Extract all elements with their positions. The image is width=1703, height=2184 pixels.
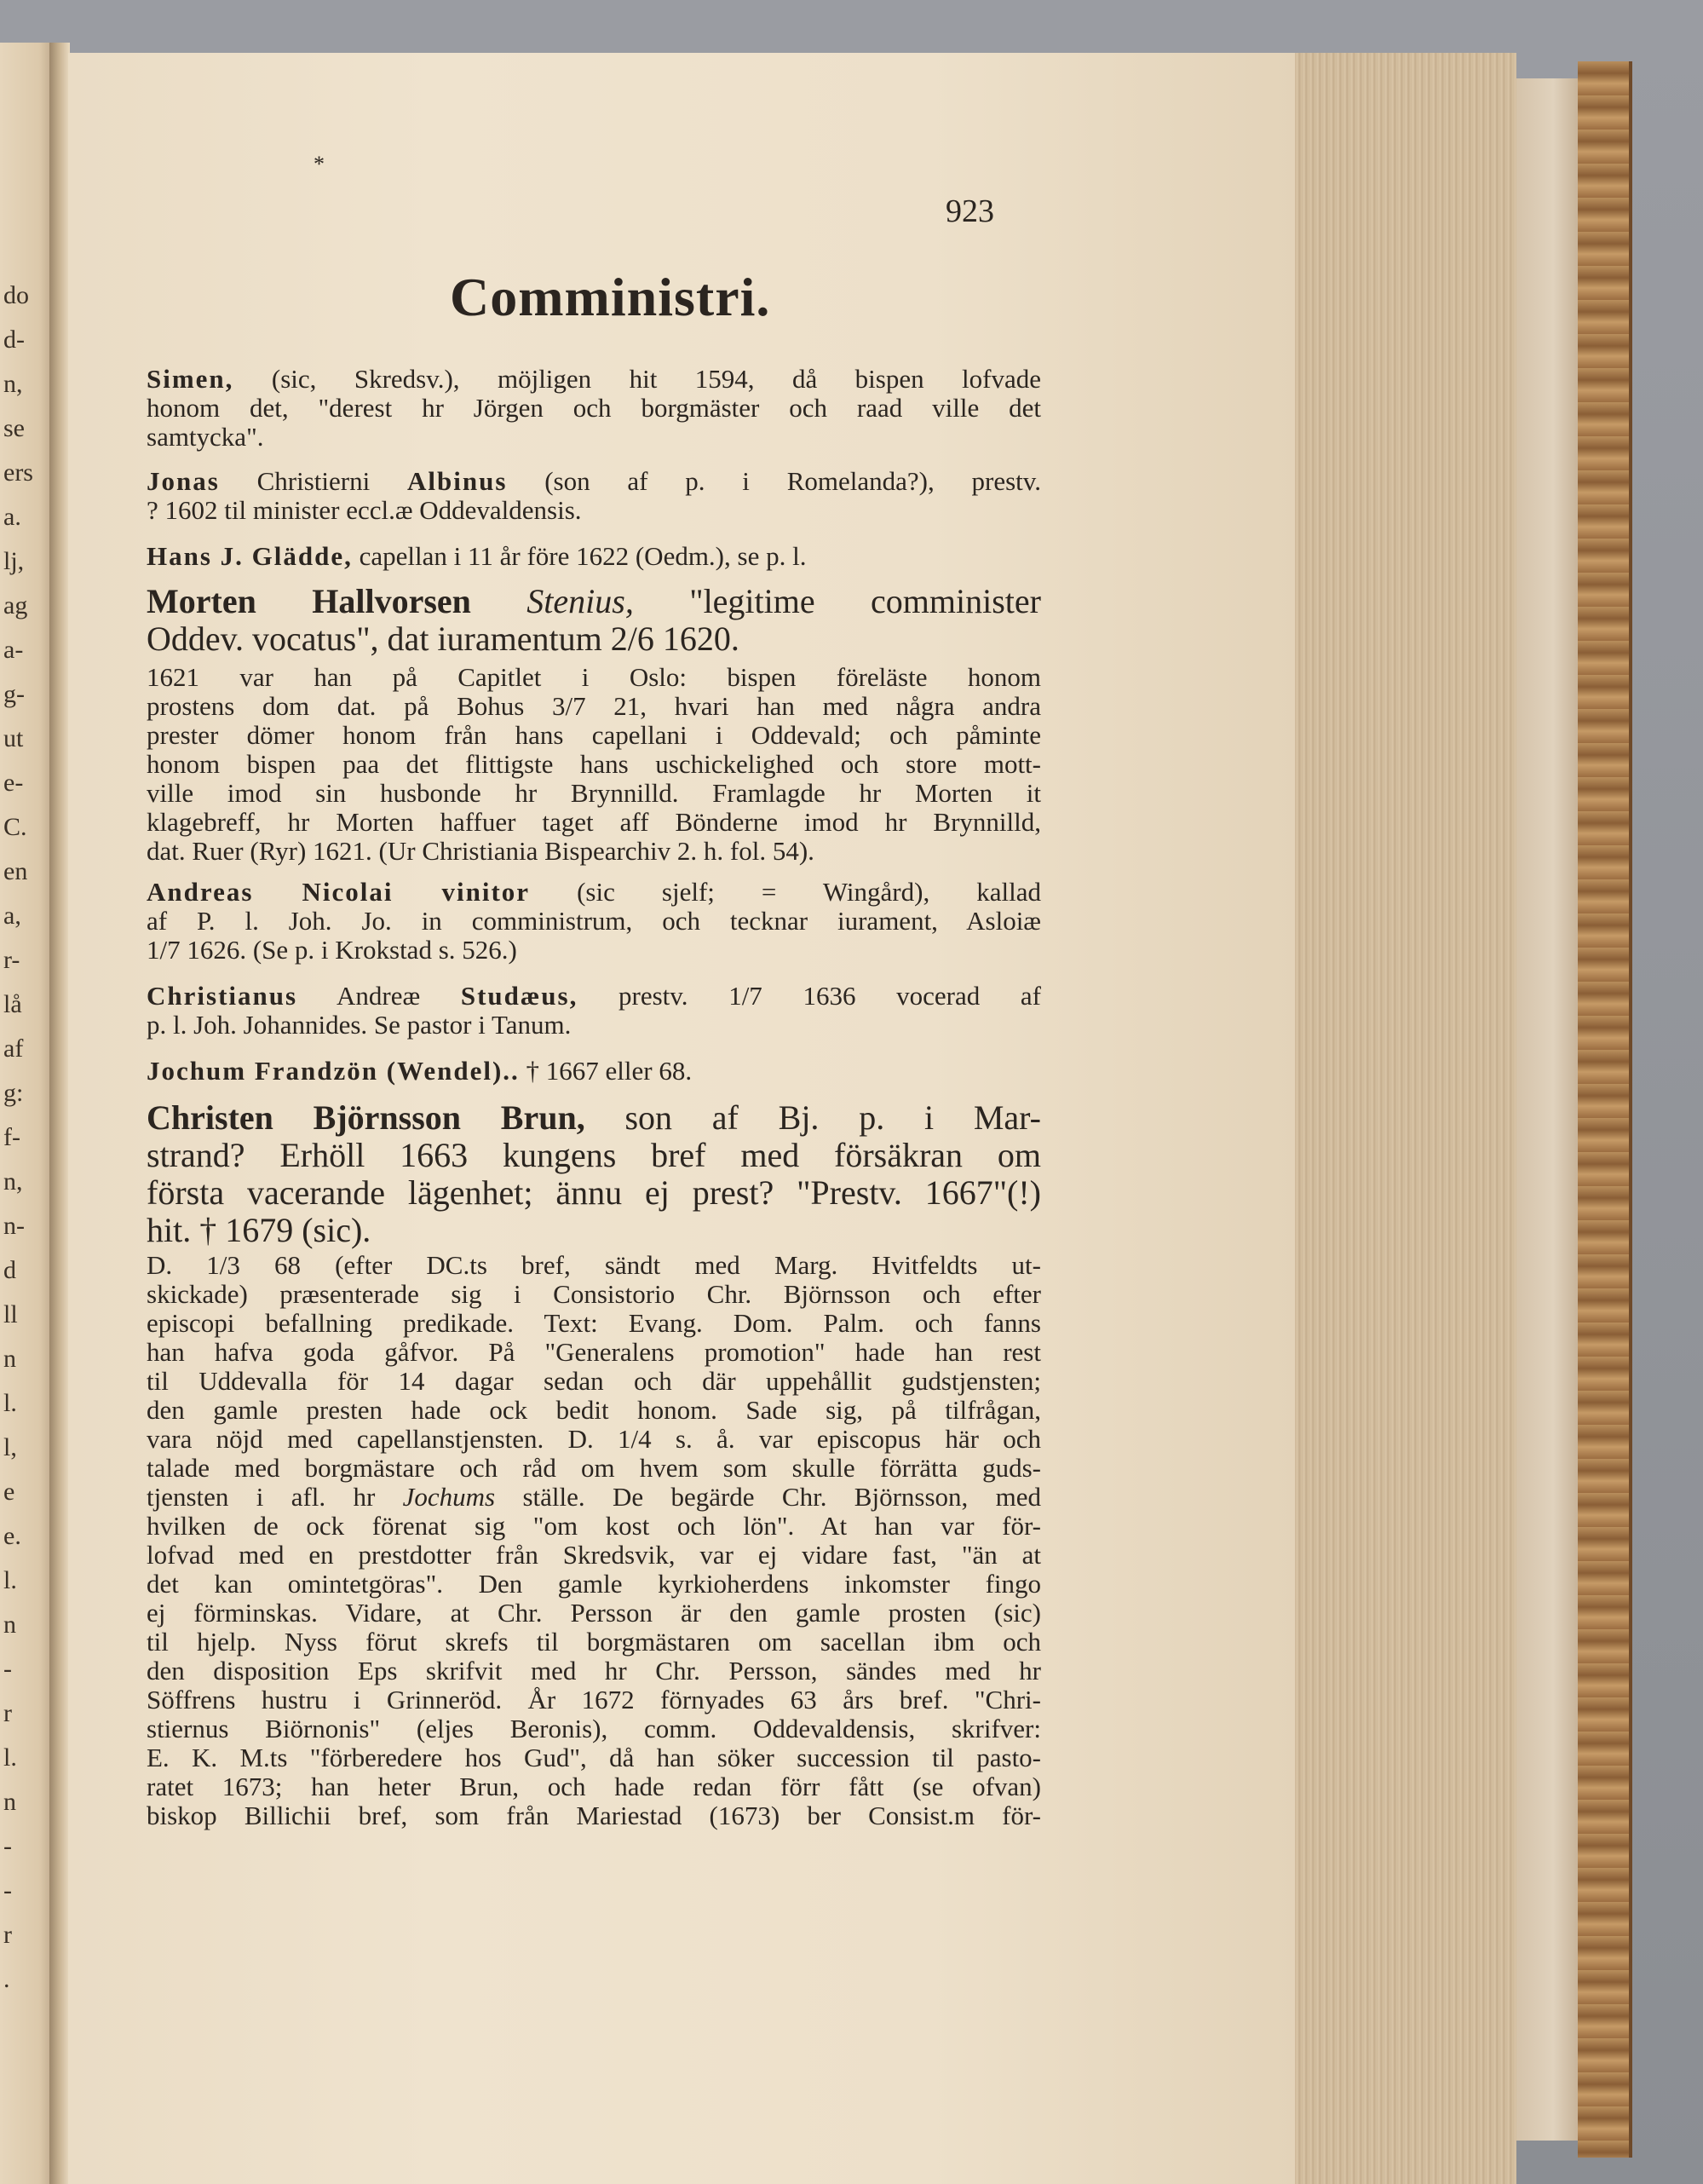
left-margin-fragment: l. (3, 1743, 17, 1772)
left-margin-fragment: se (3, 414, 25, 442)
space (471, 582, 526, 620)
entry-andreas (147, 878, 1041, 965)
entry-text: Andreæ (297, 981, 461, 1011)
page-edges (1295, 53, 1516, 2184)
entry-text: capellan i 11 år före 1622 (Oedm.), se p. l. (352, 541, 807, 571)
left-margin-fragment: ag (3, 591, 28, 619)
entry-text: prester dömer honom från hans capellani i Oddevald; och påminte (147, 720, 1041, 750)
entry-text: första vacerande lägenhet; ännu ej prest? "Prestv. 1667"(!) (147, 1173, 1041, 1212)
left-margin-fragment: r (3, 1699, 12, 1727)
entry-hans (147, 542, 1041, 571)
entry-1621 (147, 663, 1041, 866)
name: Morten Hallvorsen (147, 582, 471, 620)
entry-text: hvilken de ock förenat sig "om kost och lön". At han var för- (147, 1511, 1041, 1541)
entry-text: det kan omintetgöras". Den gamle kyrkioherdens inkomster fingo (147, 1569, 1041, 1599)
left-margin-fragment: a, (3, 902, 21, 930)
entry-text: skickade) præsenterade sig i Consistorio Chr. Björnsson och efter (147, 1279, 1041, 1309)
entry-text: prestv. 1/7 1636 vocerad af (578, 981, 1042, 1011)
name: Simen, (147, 364, 234, 394)
entry-text: Oddev. vocatus", dat iuramentum 2/6 1620. (147, 619, 739, 658)
entry-jochum (147, 1057, 1041, 1086)
page-number: 923 (946, 193, 994, 229)
left-margin-fragment: r (3, 1921, 12, 1949)
entry-text: 1621 var han på Capitlet i Oslo: bispen föreläste honom (147, 662, 1041, 692)
left-margin-fragment: e. (3, 1522, 21, 1550)
left-margin-fragment: l, (3, 1433, 17, 1461)
entry-text: den disposition Eps skrifvit med hr Chr. Persson, sändes med hr (147, 1656, 1041, 1686)
name: Andreas Nicolai vinitor (147, 877, 531, 907)
left-margin-fragment: a- (3, 636, 24, 664)
entry-text: Söffrens hustru i Grinneröd. År 1672 förnyades 63 års bref. "Chri- (147, 1685, 1041, 1714)
entry-christianus (147, 982, 1041, 1040)
left-margin-fragment: lå (3, 990, 22, 1018)
entry-simen (147, 365, 1041, 452)
left-margin-fragment: n- (3, 1212, 25, 1240)
name: Albinus (407, 466, 508, 496)
page-edges-outer (1516, 78, 1578, 2141)
entry-details (147, 1251, 1041, 1830)
entry-text: ej förminskas. Vidare, at Chr. Persson är den gamle prosten (sic) (147, 1598, 1041, 1628)
entry-text: den gamle presten hade ock bedit honom. Sade sig, på tilfrågan, (147, 1395, 1041, 1425)
left-margin-fragment: d (3, 1256, 16, 1284)
entry-text: biskop Billichii bref, som från Mariestad (1673) ber Consist.m för- (147, 1801, 1041, 1830)
left-margin-fragment: - (3, 1876, 12, 1905)
left-margin-fragment: ers (3, 458, 33, 487)
entry-text: episcopi befallning predikade. Text: Evang. Dom. Palm. och fanns (147, 1308, 1041, 1338)
cover-edge-line (1629, 61, 1632, 2158)
left-margin-fragment: a. (3, 503, 21, 531)
name: Jonas (147, 466, 220, 496)
book-gutter (49, 43, 70, 2184)
left-margin-fragment: e (3, 1478, 15, 1506)
entry-jonas (147, 467, 1041, 525)
entry-text: lofvad med en prestdotter från Skredsvik, var ej vidare fast, "än at (147, 1540, 1041, 1570)
entry-text: (son af p. i Romelanda?), prestv. (507, 466, 1041, 496)
page-mark: * (314, 152, 325, 176)
entry-text: honom det, "derest hr Jörgen och borgmäster och raad ville det (147, 393, 1041, 423)
entry-text: klagebreff, hr Morten haffuer taget aff Bönderne imod hr Brynnilld, (147, 807, 1041, 837)
name: Jochum Frandzön (Wendel).. (147, 1056, 520, 1086)
entry-text: ville imod sin husbonde hr Brynnilld. Framlagde hr Morten it (147, 778, 1041, 808)
entry-text: til Uddevalla för 14 dagar sedan och där uppehållit gudstjensten; (147, 1366, 1041, 1396)
entry-text: stiernus Biörnonis" (eljes Beronis), comm. Oddevaldensis, skrifver: (147, 1714, 1041, 1743)
entry-text: ratet 1673; han heter Brun, och hade redan förr fått (se ofvan) (147, 1772, 1041, 1801)
left-margin-fragment: n, (3, 370, 23, 398)
entry-text: ställe. De begärde Chr. Björnsson, med (495, 1482, 1041, 1512)
entry-text: (sic sjelf; = Wingård), kallad (530, 877, 1041, 907)
left-margin-fragment: lj, (3, 547, 25, 575)
left-page-edge (0, 43, 56, 2184)
left-margin-fragment: e- (3, 769, 24, 797)
left-margin-fragment: - (3, 1655, 12, 1683)
name-latin: Stenius, (526, 582, 634, 620)
entry-text: af P. l. Joh. Jo. in comministrum, och tecknar iurament, Asloiæ (147, 906, 1041, 936)
left-margin-fragment: g- (3, 680, 25, 708)
left-margin-fragment: do (3, 281, 29, 309)
left-margin-fragment: en (3, 857, 28, 885)
entry-text: dat. Ruer (Ryr) 1621. (Ur Christiania Bispearchiv 2. h. fol. 54). (147, 836, 814, 866)
entry-text: tjensten i afl. hr (147, 1482, 403, 1512)
left-margin-fragment: . (3, 1965, 10, 1993)
left-margin-fragment: g: (3, 1079, 24, 1107)
entry-text: strand? Erhöll 1663 kungens bref med försäkran om (147, 1136, 1041, 1174)
entry-text: (sic, Skredsv.), möjligen hit 1594, då bispen lofvade (233, 364, 1041, 394)
entry-text: 1/7 1626. (Se p. i Krokstad s. 526.) (147, 935, 517, 965)
entry-text: talade med borgmästare och råd om hvem som skulle förrätta guds- (147, 1453, 1041, 1483)
entry-text: ? 1602 til minister eccl.æ Oddevaldensis. (147, 495, 582, 525)
name: Studæus, (460, 981, 578, 1011)
entry-text: p. l. Joh. Johannides. Se pastor i Tanum. (147, 1010, 572, 1040)
entry-text: vara nöjd med capellanstjensten. D. 1/4 s. å. var episcopus här och (147, 1424, 1041, 1454)
entry-text: E. K. M.ts "förberedere hos Gud", då han söker succession til pasto- (147, 1743, 1041, 1772)
entry-morten (147, 583, 1041, 658)
left-margin-fragment: n (3, 1345, 16, 1373)
left-margin-fragment: - (3, 1832, 12, 1860)
entry-text: son af Bj. p. i Mar- (584, 1098, 1041, 1137)
page-title: Comministri. (450, 267, 771, 327)
left-margin-fragment: ut (3, 724, 24, 752)
left-margin-fragment: C. (3, 813, 27, 841)
book-cover-edge (1578, 61, 1629, 2158)
entry-text: han hafva goda gåfvor. På "Generalens promotion" hade han rest (147, 1337, 1041, 1367)
entry-text: prostens dom dat. på Bohus 3/7 21, hvari han med några andra (147, 691, 1041, 721)
entry-text: Christierni (219, 466, 407, 496)
left-margin-fragment: l. (3, 1566, 17, 1594)
name: Hans J. Glädde, (147, 541, 353, 571)
entry-text: honom bispen paa det flittigste hans uschickelighed och store mott- (147, 749, 1041, 779)
left-margin-fragment: r- (3, 946, 20, 974)
entry-christen (147, 1099, 1041, 1249)
entry-text: til hjelp. Nyss förut skrefs til borgmästaren om sacellan ibm och (147, 1627, 1041, 1657)
left-margin-fragment: n (3, 1788, 16, 1816)
entry-text: "legitime comminister (633, 582, 1041, 620)
left-margin-fragment: d- (3, 326, 25, 354)
left-margin-fragment: l. (3, 1389, 17, 1417)
name: Christen Björnsson Brun, (147, 1098, 585, 1137)
left-margin-fragment: ll (3, 1300, 18, 1328)
entry-text: D. 1/3 68 (efter DC.ts bref, sändt med Marg. Hvitfeldts ut- (147, 1250, 1041, 1280)
left-margin-fragment: n (3, 1611, 16, 1639)
entry-text: samtycka". (147, 422, 264, 452)
name: Christianus (147, 981, 298, 1011)
name-italic: Jochums (402, 1482, 496, 1512)
entry-text: † 1667 eller 68. (519, 1056, 693, 1086)
left-margin-fragment: n, (3, 1167, 23, 1196)
entry-text: hit. † 1679 (sic). (147, 1211, 371, 1249)
left-margin-fragment: f- (3, 1123, 20, 1151)
left-margin-fragment: af (3, 1034, 24, 1063)
